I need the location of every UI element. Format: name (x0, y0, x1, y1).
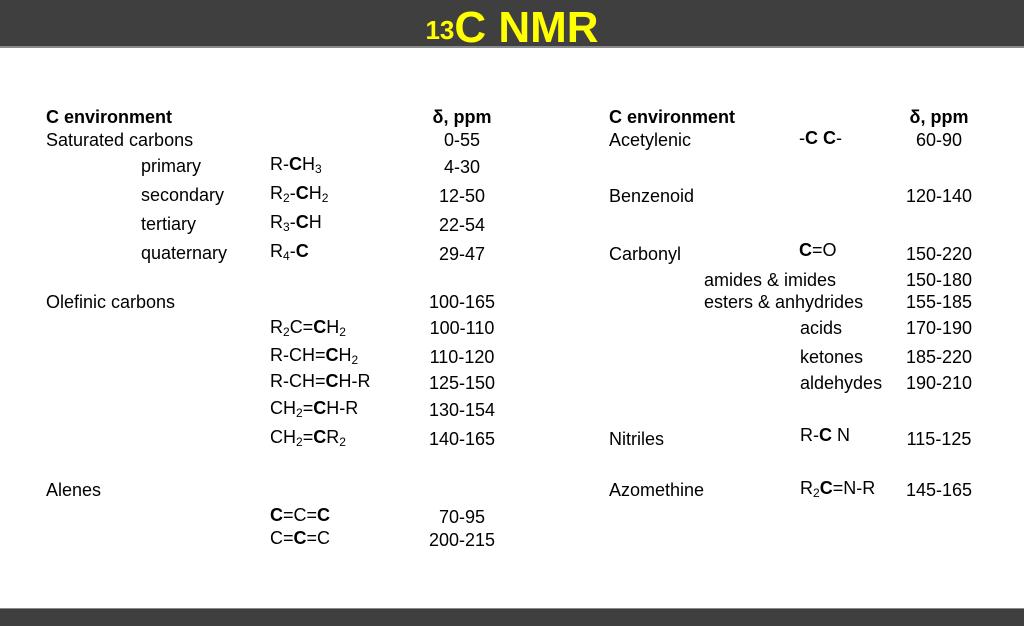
aldehydes-ppm: 190-210 (905, 373, 973, 393)
bottom-bar (0, 608, 1024, 626)
nitriles-formula: R-C N (800, 425, 850, 445)
acetylenic-label: Acetylenic (609, 130, 692, 150)
quaternary-label: quaternary (141, 243, 228, 263)
tertiary-ppm: 22-54 (438, 215, 486, 235)
secondary-label: secondary (141, 185, 225, 205)
olefinic-formula-3: R-CH=CH-R (270, 371, 371, 391)
olefinic-ppm-4: 130-154 (428, 400, 496, 420)
left-header-environment: C environment (46, 107, 173, 127)
benzenoid-ppm: 120-140 (905, 186, 973, 206)
alenes-formula-2: C=C=C (270, 528, 331, 548)
carbonyl-ppm: 150-220 (905, 244, 973, 264)
olefinic-ppm-2: 110-120 (429, 347, 495, 367)
acids-label: acids (800, 318, 843, 338)
alenes-label: Alenes (46, 480, 102, 500)
secondary-formula: $R_2-CH_2$ (270, 183, 329, 205)
acids-ppm: 170-190 (905, 318, 973, 338)
right-header-environment: C environment (609, 107, 736, 127)
esters-label-clip (704, 291, 894, 313)
ketones-ppm: 185-220 (905, 347, 973, 367)
olefinic-ppm: 100-165 (428, 292, 496, 312)
saturated-label: Saturated carbons (46, 130, 194, 150)
primary-label: primary (141, 156, 202, 176)
azomethine-label: Azomethine (609, 480, 705, 500)
secondary-ppm: 12-50 (438, 186, 486, 206)
aldehydes-label: aldehydes (800, 373, 883, 393)
alenes-ppm-2: 200-215 (428, 530, 496, 550)
quaternary-ppm: 29-47 (438, 244, 486, 264)
quaternary-formula: $R_4-C$ (270, 241, 309, 263)
olefinic-formula-1: $R_2C=CH_2$ (270, 317, 346, 339)
right-header-ppm: δ, ppm (909, 107, 969, 127)
olefinic-formula-2: $R-CH=CH_2$ (270, 345, 359, 367)
tertiary-label: tertiary (141, 214, 197, 234)
esters-label: esters & anhydrides (704, 292, 864, 312)
amides-ppm: 150-180 (905, 270, 973, 290)
olefinic-ppm-3: 125-150 (428, 373, 496, 393)
page-title (0, 4, 1024, 52)
benzenoid-label: Benzenoid (609, 186, 695, 206)
amides-label: amides & imides (704, 270, 837, 290)
alenes-formula-1: C=C=C (270, 505, 331, 525)
azomethine-ppm: 145-165 (905, 480, 973, 500)
ketones-label: ketones (800, 347, 864, 367)
title-main: C NMR (454, 3, 599, 52)
azomethine-formula-clip (800, 477, 894, 501)
nitriles-ppm: 115-125 (906, 429, 972, 449)
title-superscript: 13 (425, 15, 455, 45)
azomethine-formula: $R_2C=N-R$ (800, 478, 876, 500)
esters-ppm: 155-185 (905, 292, 973, 312)
carbonyl-formula: C=O (799, 240, 837, 260)
alenes-ppm-1: 70-95 (438, 507, 486, 527)
olefinic-formula-5: $CH_2=CR_2$ (270, 427, 346, 449)
olefinic-formula-4: $CH_2=CH-R$ (270, 398, 359, 420)
olefinic-ppm-5: 140-165 (428, 429, 496, 449)
saturated-ppm: 0-55 (443, 130, 481, 150)
acetylenic-ppm: 60-90 (915, 130, 963, 150)
primary-ppm: 4-30 (443, 157, 481, 177)
tertiary-formula: $R_3-CH$ (270, 212, 322, 234)
carbonyl-label: Carbonyl (609, 244, 682, 264)
acetylenic-formula: -C C- (799, 128, 843, 148)
aldehydes-label-clip (800, 372, 894, 394)
nitriles-label: Nitriles (609, 429, 665, 449)
primary-formula: $R-CH_3$ (270, 154, 322, 176)
olefinic-label: Olefinic carbons (46, 292, 176, 312)
olefinic-ppm-1: 100-110 (429, 318, 495, 338)
left-header-ppm: δ, ppm (432, 107, 492, 127)
